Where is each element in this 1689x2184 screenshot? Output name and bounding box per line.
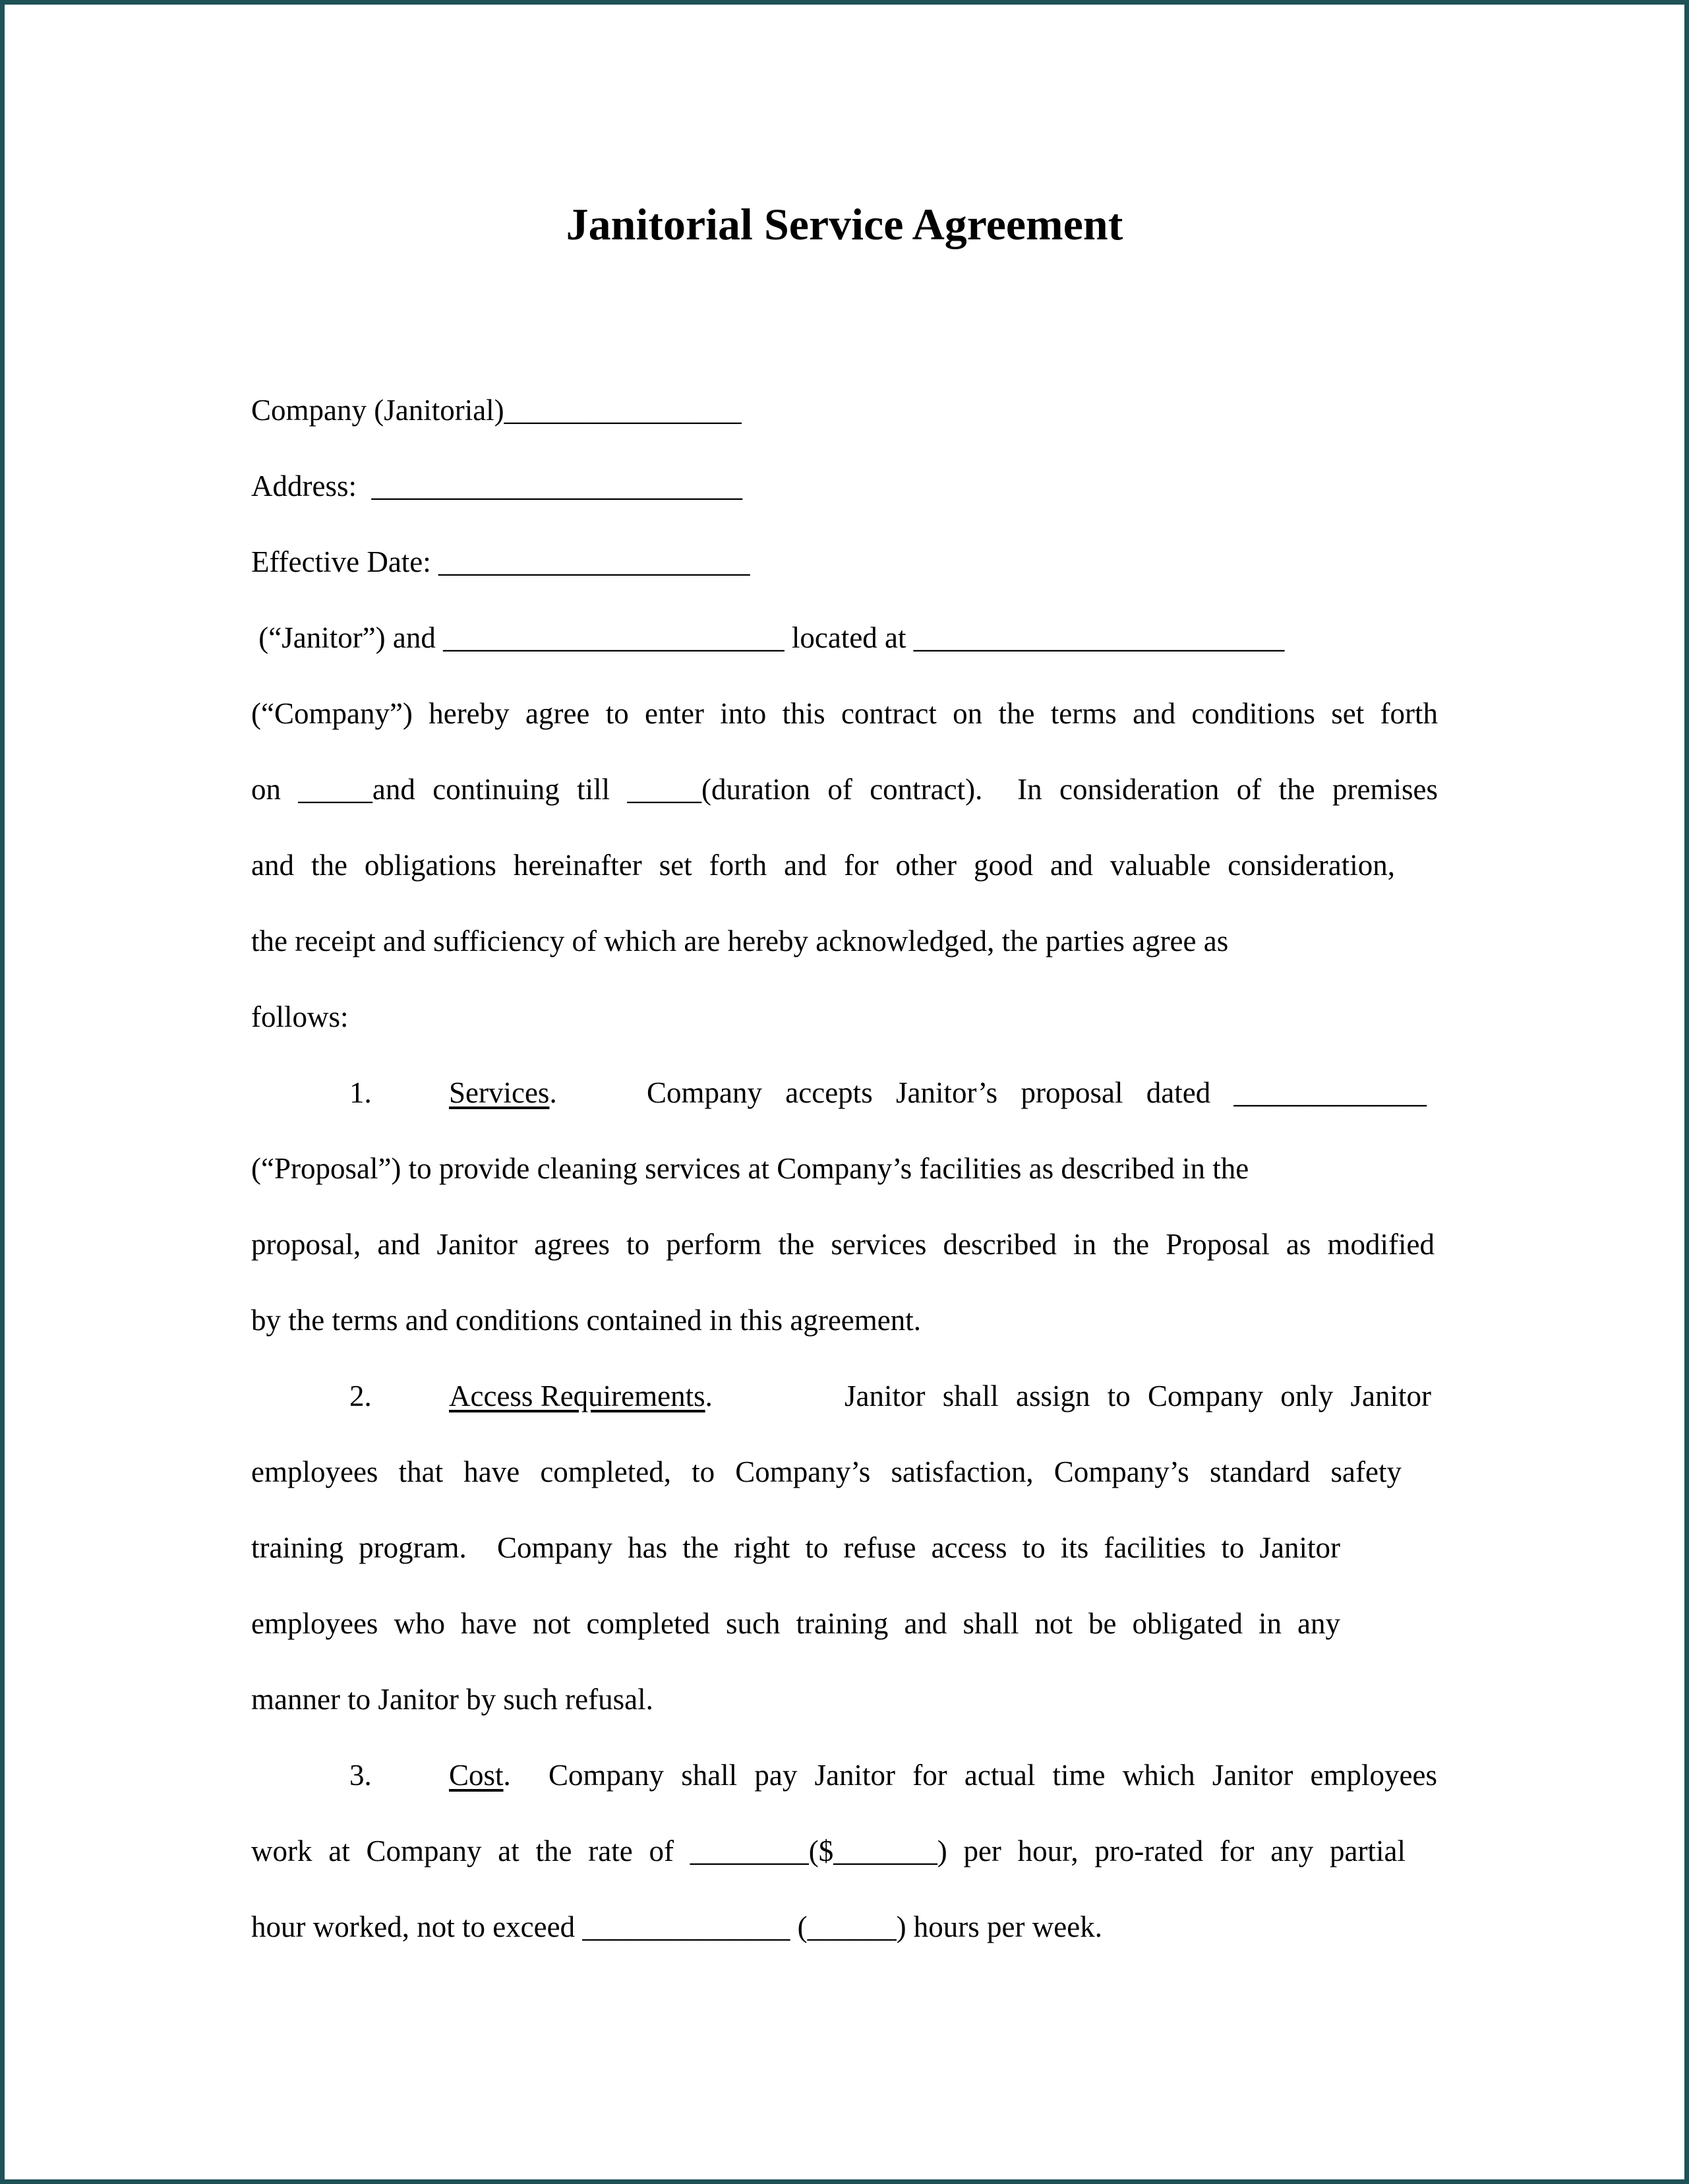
section-heading: [449, 1757, 511, 1794]
section-heading-suffix: .: [549, 1076, 557, 1109]
section-heading-text: Access Requirements: [449, 1380, 705, 1412]
section-line: proposal, and Janitor agrees to perform the services described in the Proposal as modified: [251, 1228, 1435, 1261]
section-first-line: Company shall pay Janitor for actual time which Janitor employees: [548, 1759, 1437, 1792]
section-line: by the terms and conditions contained in this agreement.: [251, 1304, 921, 1337]
intro-line: and the obligations hereinafter set forth and for other good and valuable consideration,: [251, 849, 1395, 882]
intro-line: on _____and continuing till _____(duration of contract). In consideration of the premises: [251, 773, 1438, 806]
address-field-line: Address: _________________________: [251, 470, 742, 502]
section-line: employees who have not completed such training and shall not be obligated in any: [251, 1607, 1340, 1640]
section-first-line: Company accepts Janitor’s proposal dated _____________: [647, 1076, 1427, 1109]
intro-line: (“Company”) hereby agree to enter into this contract on the terms and conditions set forth: [251, 697, 1438, 730]
section-line: employees that have completed, to Company’s satisfaction, Company’s standard safety: [251, 1455, 1402, 1488]
section-line: (“Proposal”) to provide cleaning services at Company’s facilities as described in the: [251, 1152, 1249, 1185]
section-line: manner to Janitor by such refusal.: [251, 1683, 653, 1716]
intro-line: follows:: [251, 1000, 349, 1033]
section-line: work at Company at the rate of ________($_______) per hour, pro-rated for any partial: [251, 1835, 1406, 1867]
section-heading: [449, 1378, 713, 1414]
section-heading-suffix: .: [705, 1380, 713, 1412]
section-first-line: Janitor shall assign to Company only Janitor: [844, 1380, 1431, 1412]
company-field-line: Company (Janitorial)________________: [251, 394, 742, 427]
section-heading-text: Services: [449, 1076, 550, 1109]
section-number: 1.: [349, 1076, 372, 1109]
section-number: 3.: [349, 1759, 372, 1792]
intro-line: the receipt and sufficiency of which are hereby acknowledged, the parties agree as: [251, 925, 1229, 957]
parties-line: (“Janitor”) and _______________________ located at _________________________: [251, 621, 1285, 654]
section-heading-suffix: .: [503, 1759, 511, 1792]
section-heading-text: Cost: [449, 1759, 504, 1792]
document-title: Janitorial Service Agreement: [566, 199, 1123, 249]
section-heading: [449, 1074, 557, 1111]
section-number: 2.: [349, 1380, 372, 1412]
effective-date-field-line: Effective Date: _____________________: [251, 545, 750, 578]
section-line: hour worked, not to exceed ______________ (______) hours per week.: [251, 1910, 1102, 1943]
section-line: training program. Company has the right to refuse access to its facilities to Janitor: [251, 1531, 1340, 1564]
